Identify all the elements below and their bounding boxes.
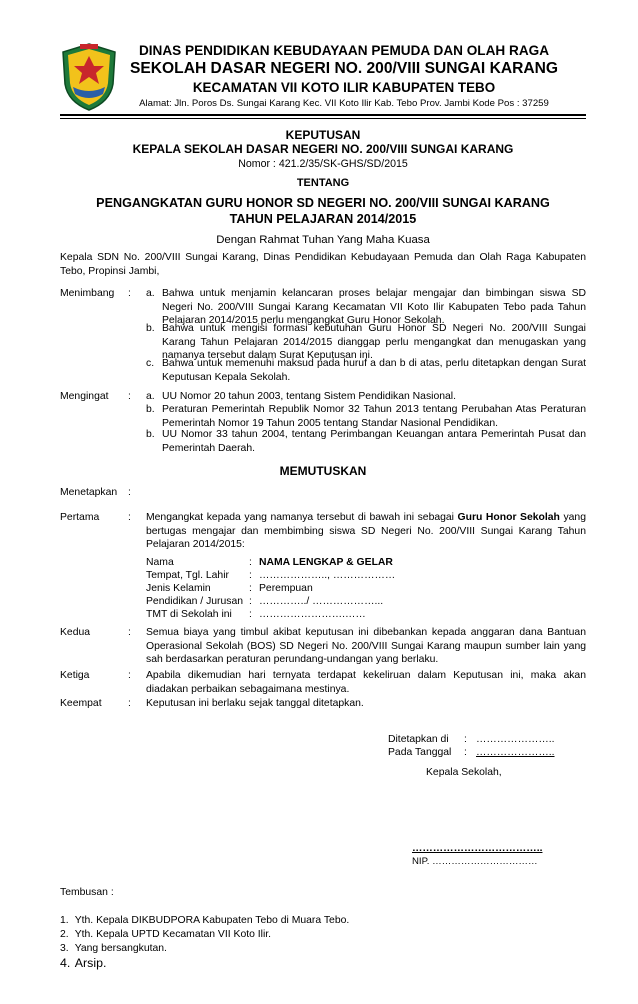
menimbang-label: Menimbang — [60, 288, 115, 299]
detail-key: Jenis Kelamin — [146, 583, 211, 594]
letterhead-address: Alamat: Jln. Poros Ds. Sungai Karang Kec. VII Koto Ilir Kab. Tebo Prov. Jambi Kode Pos : 37259 — [139, 98, 549, 109]
list-item — [60, 942, 349, 956]
pertama-text-bold: Guru Honor Sekolah — [457, 512, 560, 523]
signatory-name: ……………………………….. — [412, 843, 543, 854]
ditetapkan-label: Ditetapkan di — [388, 734, 449, 745]
detail-colon: : — [249, 557, 252, 568]
detail-key: Pendidikan / Jurusan — [146, 596, 244, 607]
mengingat-item-text: UU Nomor 33 tahun 2004, tentang Perimbangan Keuangan antara Pemerintah Pusat dan Pemerintah Daerah. — [162, 429, 586, 454]
memutuskan-heading: MEMUTUSKAN — [279, 464, 367, 478]
letterhead-divider-thin — [60, 118, 586, 119]
ditetapkan-value: ………………….. — [476, 734, 555, 745]
detail-colon: : — [249, 609, 252, 620]
kedua-label: Kedua — [60, 627, 91, 638]
ketiga-text: Apabila dikemudian hari ternyata terdapat kekeliruan dalam Keputusan ini, maka akan diadakan perbaikan sebagaimana mestinya. — [146, 670, 586, 695]
ketiga-label: Ketiga — [60, 670, 90, 681]
letterhead-school: SEKOLAH DASAR NEGERI NO. 200/VIII SUNGAI KARANG — [129, 60, 559, 77]
menimbang-item-text: Bahwa untuk menjamin kelancaran proses belajar mengajar dan bimbingan siswa SD Negeri No. 200/VIII Sungai Karang Kecamatan VII Koto Ilir Kabupaten Tebo pada Tahun Pelajaran 2014/2015 perlu mengangkat Guru Honor Sekolah. — [162, 288, 586, 327]
menetapkan-label: Menetapkan — [60, 487, 118, 498]
pertama-text-before: Mengangkat kepada yang namanya tersebut di bawah ini sebagai — [146, 512, 458, 523]
list-item — [60, 928, 349, 942]
mengingat-item-letter: b. — [146, 404, 155, 415]
list-item-number: 2. — [60, 929, 69, 940]
menimbang-item-letter: a. — [146, 288, 155, 299]
list-item-text: Yth. Kepala UPTD Kecamatan VII Koto Ilir. — [74, 929, 272, 940]
letterhead — [118, 42, 570, 111]
subject-line-2: TAHUN PELAJARAN 2014/2015 — [229, 212, 417, 226]
kedua-colon: : — [128, 627, 131, 638]
letterhead-district: KECAMATAN VII KOTO ILIR KABUPATEN TEBO — [192, 80, 496, 95]
letterhead-agency: DINAS PENDIDIKAN KEBUDAYAAN PEMUDA DAN OLAH RAGA — [138, 43, 550, 58]
subject-line-1: PENGANGKATAN GURU HONOR SD NEGERI NO. 200/VIII SUNGAI KARANG — [96, 196, 550, 210]
tembusan-list — [60, 914, 349, 970]
menimbang-item-text: Bahwa untuk mengisi formasi kebutuhan Guru Honor SD Negeri No. 200/VIII Sungai Karang Tahun Pelajaran 2014/2015 dianggap perlu mengangkat dan menugaskan yang namanya tersebut dalam Surat Keputusan ini. — [162, 323, 586, 362]
ketiga-colon: : — [128, 670, 131, 681]
keempat-text: Keputusan ini berlaku sejak tanggal ditetapkan. — [146, 698, 364, 709]
list-item — [60, 914, 349, 928]
issuer-title: KEPALA SEKOLAH DASAR NEGERI NO. 200/VIII SUNGAI KARANG — [132, 142, 514, 156]
opening-paragraph: Kepala SDN No. 200/VIII Sungai Karang, Dinas Pendidikan Kebudayaan Pemuda dan Olah Raga Kabupaten Tebo, Propinsi Jambi, — [60, 252, 586, 277]
detail-value: Perempuan — [259, 583, 313, 594]
keempat-label: Keempat — [60, 698, 102, 709]
detail-row-education — [146, 595, 546, 609]
pertama-text-after: yang bertugas mengajar dan membimbing siswa SD Negeri No. 200/VIII Sungai Karang Tahun Pelajaran 2014/2015: — [146, 512, 586, 551]
list-item-text: Yang bersangkutan. — [74, 943, 167, 954]
tentang-heading: TENTANG — [296, 177, 350, 189]
detail-colon: : — [249, 596, 252, 607]
mengingat-label: Mengingat — [60, 391, 109, 402]
menetapkan-colon: : — [128, 487, 131, 498]
ditetapkan-row — [388, 733, 555, 747]
menimbang-item-letter: b. — [146, 323, 155, 334]
list-item-text: Yth. Kepala DIKBUDPORA Kabupaten Tebo di Muara Tebo. — [74, 915, 350, 926]
tanggal-colon: : — [464, 747, 467, 758]
signatory-title: Kepala Sekolah, — [426, 767, 502, 778]
detail-row-tmt — [146, 608, 546, 622]
menimbang-item-text: Bahwa untuk memenuhi maksud pada huruf a dan b di atas, perlu ditetapkan dengan Surat Keputusan Kepala Sekolah. — [162, 358, 586, 383]
detail-value: ……………….., ……………… — [259, 570, 396, 581]
mengingat-item-letter: b. — [146, 429, 155, 440]
document-type-title: KEPUTUSAN — [285, 128, 361, 142]
tanggal-value: ………………….. — [476, 747, 555, 758]
kedua-text: Semua biaya yang timbul akibat keputusan ini dibebankan kepada anggaran dana Bantuan Operasional Sekolah (BOS) SD Negeri No. 200/VIII Sungai Karang maupun sumber lain yang sah berdasarkan peraturan perundang-undangan yang berlaku. — [146, 627, 586, 666]
detail-value: …………../ ………………... — [259, 596, 384, 607]
tanggal-row — [388, 746, 555, 760]
list-item-number: 4. — [60, 956, 71, 970]
detail-row-nama — [146, 556, 546, 570]
detail-key: Tempat, Tgl. Lahir — [146, 570, 229, 581]
pertama-colon: : — [128, 512, 131, 523]
mengingat-item-text: Peraturan Pemerintah Republik Nomor 32 Tahun 2013 tentang Perubahan Atas Peraturan Pemerintah Nomor 19 Tahun 2005 tentang Standar Nasional Pendidikan. — [162, 404, 586, 429]
invocation-line: Dengan Rahmat Tuhan Yang Maha Kuasa — [216, 234, 430, 246]
detail-key: TMT di Sekolah ini — [146, 609, 232, 620]
detail-value: …………………….…… — [259, 609, 366, 620]
tembusan-label: Tembusan : — [60, 887, 114, 898]
list-item-text: Arsip. — [74, 956, 107, 970]
list-item — [60, 956, 349, 970]
signatory-nip: NIP. …………………………… — [412, 856, 538, 867]
keempat-colon: : — [128, 698, 131, 709]
pertama-label: Pertama — [60, 512, 100, 523]
detail-colon: : — [249, 583, 252, 594]
list-item-number: 3. — [60, 943, 69, 954]
ditetapkan-colon: : — [464, 734, 467, 745]
document-number: Nomor : 421.2/35/SK-GHS/SD/2015 — [238, 158, 408, 170]
detail-key: Nama — [146, 557, 174, 568]
detail-row-ttl — [146, 569, 546, 583]
detail-value-bold: NAMA LENGKAP & GELAR — [259, 557, 393, 568]
mengingat-colon: : — [128, 391, 131, 402]
tanggal-label: Pada Tanggal — [388, 747, 452, 758]
detail-row-gender — [146, 582, 546, 596]
letterhead-divider-thick — [60, 114, 586, 116]
list-item-number: 1. — [60, 915, 69, 926]
detail-colon: : — [249, 570, 252, 581]
tebo-regency-emblem-icon — [60, 42, 118, 112]
pertama-text — [146, 511, 586, 552]
menimbang-colon: : — [128, 288, 131, 299]
mengingat-item-text: UU Nomor 20 tahun 2003, tentang Sistem Pendidikan Nasional. — [162, 391, 456, 402]
menimbang-item-letter: c. — [146, 358, 155, 369]
mengingat-item-letter: a. — [146, 391, 155, 402]
